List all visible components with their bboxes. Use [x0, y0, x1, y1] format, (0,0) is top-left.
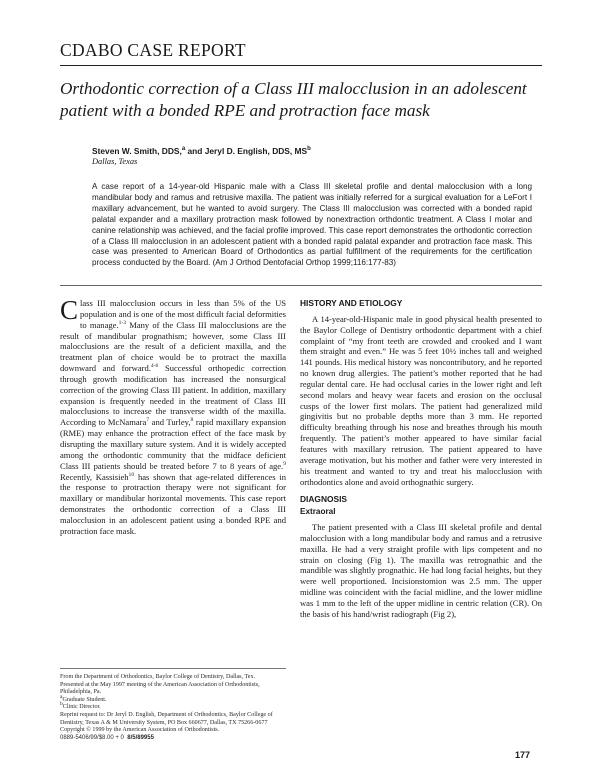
intro-text-3: Successful orthopedic correction through growth modification has increased the nonsurgical correction of the growing Class III patient. In addition, maxillary expansion is frequently needed in the treatment of Class III malocclusions to increase the transverse width of the maxilla. According to McNamara	[60, 363, 286, 428]
right-column	[300, 298, 542, 620]
article-code: 0889-5406/99/$8.00 + 0	[60, 734, 124, 741]
footnote-presented: Presented at the May 1997 meeting of the American Association of Orthodontists, Philadelphia, Pa.	[60, 681, 260, 696]
intro-text-6: Recently, Kassisieh	[60, 471, 129, 482]
footnote-b-text: Clinic Director.	[62, 704, 101, 711]
header-rule	[60, 65, 542, 66]
authors-part-2: and Jeryl D. English, DDS, MS	[185, 146, 308, 156]
abstract-rule	[60, 285, 542, 286]
citation-ref: 7	[146, 417, 150, 424]
footnote-mark-b: b	[60, 701, 63, 708]
citation-ref: 8	[190, 417, 194, 424]
footnote-affiliation: From the Department of Orthodontics, Baylor College of Dentistry, Dallas, Tex.	[60, 674, 256, 680]
authors-part-1: Steven W. Smith, DDS,	[92, 146, 182, 156]
article-id: 8/5/89955	[127, 734, 154, 741]
history-heading: HISTORY AND ETIOLOGY	[300, 298, 403, 308]
intro-text-4: and Turley,	[149, 417, 191, 428]
citation-ref: 10	[128, 471, 135, 478]
author-affiliation-mark-a: a	[181, 146, 186, 153]
author-location: Dallas, Texas	[92, 157, 138, 166]
diagnosis-paragraph: The patient presented with a Class III skeletal profile and dental malocclusion with a long mandibular body and ramus and a retrusive maxilla. He had a very straight profile with lips competent and no strain on closing (Fig 1). The maxilla was retrognathic and the mandible was slightly prognathic. He had long facial heights, but they were well proportioned. Incisionstomion was 2.5 mm. The upper midline was coincident with the facial midline, and the lower midline was 1 mm to the left of the upper midline in centric relation (CR). On the basis of his hand/wrist radiograph (Fig 2),	[300, 522, 542, 619]
diagnosis-heading: DIAGNOSIS	[300, 494, 347, 505]
footnote-article-code	[60, 735, 286, 743]
intro-column	[60, 295, 286, 537]
extraoral-subheading: Extraoral	[300, 507, 336, 517]
author-affiliation-mark-b: b	[307, 146, 311, 153]
drop-cap: C	[60, 295, 79, 325]
intro-text-7: has shown that age-related differences in the response to protraction therapy were not significant for maxillary or mandibular horizontal movements. This case report demonstrates the orthodontic correction of a Class III malocclusion in an adolescent patient using a bonded RPE and protraction face mask.	[60, 471, 286, 536]
footnotes	[60, 674, 286, 742]
abstract: A case report of a 14-year-old Hispanic male with a Class III skeletal profile and dental malocclusion with a long mandibular body and ramus and retrusive maxilla. The patient was initially referred for a surgical evaluation for a LeFort I maxillary advancement, but he wanted to avoid surgery. The Class III malocclusion was corrected with a bonded rapid palatal expander and a maxillary protraction mask followed by nonextraction orthdontic treatment. A Class I molar and canine relationship was achieved, and the facial profile improved. This case report demonstrates the orthodontic correction of a Class III malocclusion in an adolescent patient with a bonded rapid palatal expander and protraction face mask. This case was presented to American Board of Orthodontics as partial fulfillment of the requirements for the certification process conducted by the Board. (Am J Orthod Dentofacial Orthop 1999;116:177-83)	[92, 182, 532, 268]
citation-ref: 4-6	[150, 363, 159, 370]
article-title: Orthodontic correction of a Class III malocclusion in an adolescent patient with a bonded RPE and protraction face mask	[60, 79, 527, 120]
footnote-b	[60, 701, 286, 712]
page-number: 177	[515, 750, 531, 760]
footnote-mark-a: a	[60, 693, 63, 700]
author-line	[92, 146, 311, 156]
journal-section-header: CDABO CASE REPORT	[60, 40, 246, 60]
citation-ref: 9	[283, 460, 286, 467]
intro-text-2: Many of the Class III malocclusions are the result of mandibular prognathism; however, some Class III malocclusions are the result of a deficient maxilla, and the treatment plan of choice would be to protract the maxilla downward and forward.	[60, 319, 286, 374]
footnote-copyright: Copyright © 1999 by the American Association of Orthodontists.	[60, 727, 220, 734]
citation-ref: 1-3	[118, 319, 127, 326]
footnote-rule	[60, 668, 286, 669]
history-paragraph: A 14-year-old-Hispanic male in good physical health presented to the Baylor College of Dentistry orthodontic department with a chief complaint of “my front teeth are crowded and crooked and I want them straight and even.” He was 5 feet 10½ inches tall and weighed 141 pounds. His medical history was noncontributory, and he reported no known drug allergies. The patient’s mother reported that he had regular dental care. He had occlusal caries in the lower right and left second molars and heavy wear facets and erosion on the occlusal cusps of the lower first molars. The patient had generalized mild gingivitis but no probable depths more than 3 mm. He reported difficulty breathing through his nose and breathes through his mouth frequently. The patient’s mother appeared to have similar facial features with maxillary retrusion. The patient appeared to have average motivation, but his mother and father were very interested in his treatment and wanted to try and treat his malocclusion with orthodontics alone and avoid orthognathic surgery.	[300, 313, 542, 487]
footnote-reprint: Reprint request to: Dr Jeryl D. English, Department of Orthodontics, Baylor College of Dentistry, Texas A & M University System, PO Box 660677, Dallas, TX 75266-0677	[60, 712, 273, 726]
intro-text-5: rapid maxillary expansion (RME) may enhance the protraction effect of the face mask by disrupting the maxillary suture system. And it is widely accepted among the orthodontic community that the midface deficient Class III patients should be treated before 7 to 8 years of age.	[60, 417, 286, 471]
intro-text-1: lass III malocclusion occurs in less than 5% of the US population and is one of the most difficult facial deformities to manage.	[80, 298, 286, 330]
footnote-a-text: Graduate Student.	[62, 696, 107, 703]
intro-paragraph	[60, 295, 286, 537]
